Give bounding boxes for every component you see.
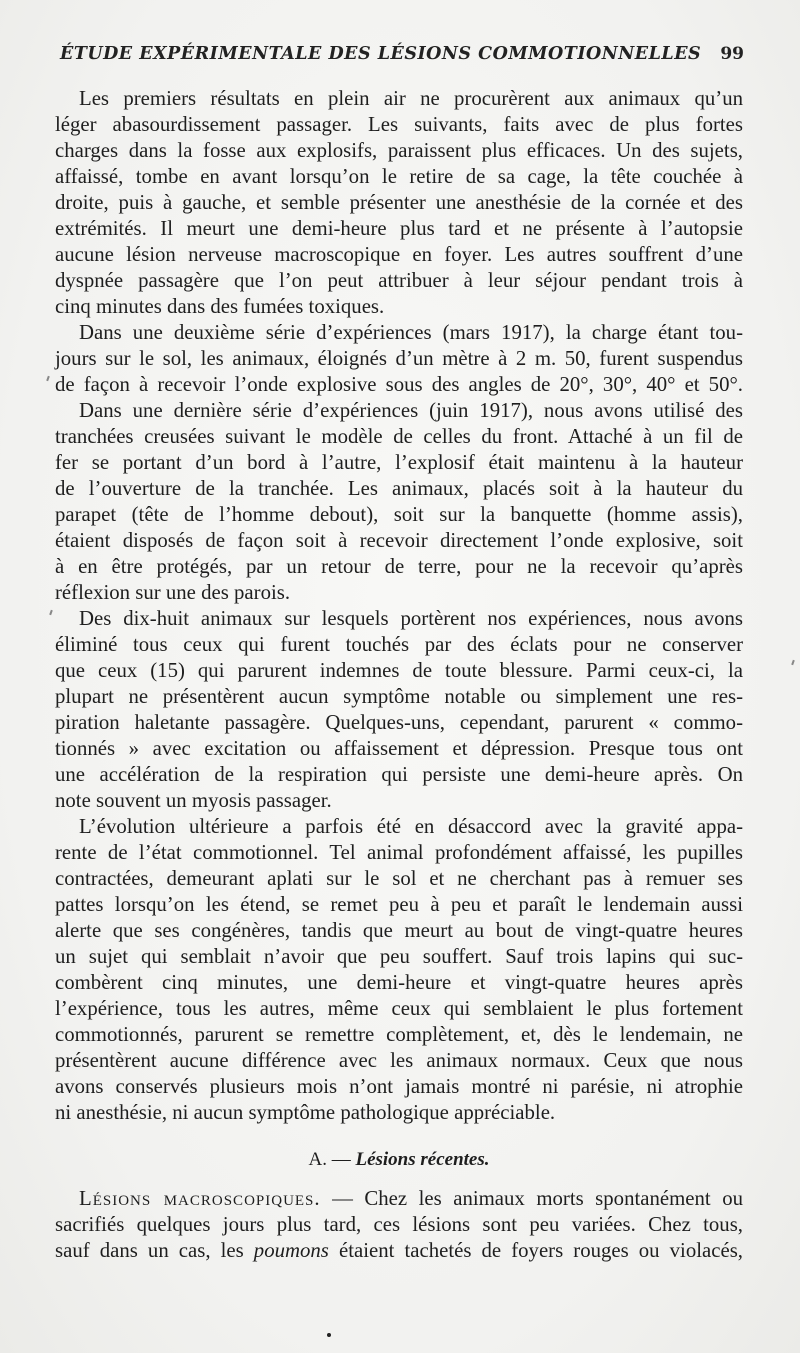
text-line: Les premiers résultats en plein air ne procurèrent aux animaux qu’un bbox=[79, 87, 743, 110]
section-title: Lésions récentes. bbox=[355, 1149, 490, 1170]
text-line: Dans une deuxième série d’expériences (mars 1917), la charge étant tou- bbox=[79, 321, 743, 344]
text-line: parapet (tête de l’homme debout), soit sur la banquette (homme assis), bbox=[55, 503, 743, 526]
page-number: 99 bbox=[720, 44, 744, 64]
text-line: réflexion sur une des parois. bbox=[55, 581, 291, 604]
paragraph-5 bbox=[55, 814, 743, 1126]
margin-mark bbox=[49, 610, 53, 615]
text-line: étaient disposés de façon soit à recevoir directement l’onde explosive, soit bbox=[55, 529, 743, 552]
text-line: pattes lorsqu’on les étend, se remet peu à peu et paraît le lendemain aussi bbox=[55, 893, 743, 916]
section-heading bbox=[55, 1149, 743, 1171]
text-line: alerte que ses congénères, tandis que meurt au bout de vingt-quatre heures bbox=[55, 919, 743, 942]
running-head bbox=[60, 44, 744, 64]
running-head-title: ÉTUDE EXPÉRIMENTALE DES LÉSIONS COMMOTIONNELLES bbox=[60, 44, 702, 64]
text-line: aucune lésion nerveuse macroscopique en foyer. Les autres souffrent d’une bbox=[55, 243, 743, 266]
subsection-text bbox=[55, 1186, 743, 1264]
text-line: extrémités. Il meurt une demi-heure plus tard et ne présente à l’autopsie bbox=[55, 217, 743, 240]
text-line: L’évolution ultérieure a parfois été en désaccord avec la gravité appa- bbox=[79, 815, 743, 838]
paragraph-3 bbox=[55, 398, 743, 606]
text-line: Lésions macroscopiques. — Chez les animaux morts spontanément ou bbox=[79, 1187, 743, 1210]
text-line: sauf dans un cas, les poumons étaient tachetés de foyers rouges ou violacés, bbox=[55, 1239, 743, 1262]
text-line: l’expérience, tous les autres, même ceux qui semblaient le plus fortement bbox=[55, 997, 743, 1020]
text-line: que ceux (15) qui parurent indemnes de toute blessure. Parmi ceux-ci, la bbox=[55, 659, 743, 682]
text-line: plupart ne présentèrent aucun symptôme notable ou simplement une res- bbox=[55, 685, 743, 708]
section-label: A. — bbox=[308, 1149, 351, 1170]
text-line: commotionnés, parurent se remettre complètement, et, dès le lendemain, ne bbox=[55, 1023, 743, 1046]
ink-speck bbox=[327, 1333, 331, 1337]
text-line: dyspnée passagère que l’on peut attribuer à leur séjour pendant trois à bbox=[55, 269, 743, 292]
text-line: contractées, demeurant aplati sur le sol et ne cherchant pas à remuer ses bbox=[55, 867, 743, 890]
text-line: éliminé tous ceux qui furent touchés par des éclats pour ne conserver bbox=[55, 633, 743, 656]
text-line: tranchées creusées suivant le modèle de celles du front. Attaché à un fil de bbox=[55, 425, 743, 448]
text-line: tionnés » avec excitation ou affaissement et dépression. Presque tous ont bbox=[55, 737, 743, 760]
subsection-lead: Lésions macroscopiques. bbox=[79, 1187, 321, 1210]
text-line: rente de l’état commotionnel. Tel animal profondément affaissé, les pupilles bbox=[55, 841, 743, 864]
text-line: sacrifiés quelques jours plus tard, ces lésions sont peu variées. Chez tous, bbox=[55, 1213, 743, 1236]
paragraph-1 bbox=[55, 86, 743, 320]
margin-mark bbox=[791, 660, 795, 665]
text-line: droite, puis à gauche, et semble présenter une anesthésie de la cornée et des bbox=[55, 191, 743, 214]
text-line: fer se portant d’un bord à l’autre, l’explosif était maintenu à la hauteur bbox=[55, 451, 743, 474]
text-line: affaissé, tombe en avant lorsqu’on le retire de sa cage, la tête couchée à bbox=[55, 165, 743, 188]
text-line: Dans une dernière série d’expériences (juin 1917), nous avons utilisé des bbox=[79, 399, 743, 422]
text-line: léger abasourdissement passager. Les suivants, faits avec de plus fortes bbox=[55, 113, 743, 136]
text-line: ni anesthésie, ni aucun symptôme pathologique appréciable. bbox=[55, 1101, 556, 1124]
text-line: un sujet qui semblait n’avoir que peu souffert. Sauf trois lapins qui suc- bbox=[55, 945, 743, 968]
text-line: une accélération de la respiration qui persiste une demi-heure après. On bbox=[55, 763, 743, 786]
text-line: charges dans la fosse aux explosifs, paraissent plus efficaces. Un des sujets, bbox=[55, 139, 743, 162]
text-line: Des dix-huit animaux sur lesquels portèrent nos expériences, nous avons bbox=[79, 607, 743, 630]
text-line: piration haletante passagère. Quelques-uns, cependant, parurent « commo- bbox=[55, 711, 743, 734]
emphasis-poumons: poumons bbox=[253, 1239, 329, 1262]
body-text bbox=[55, 86, 743, 1126]
text-line: avons conservés plusieurs mois n’ont jamais montré ni parésie, ni atrophie bbox=[55, 1075, 743, 1098]
paragraph-2 bbox=[55, 320, 743, 398]
text-line: note souvent un myosis passager. bbox=[55, 789, 332, 812]
text-line: combèrent cinq minutes, une demi-heure et vingt-quatre heures après bbox=[55, 971, 743, 994]
text-line: à en être protégés, par un retour de terre, pour ne la recevoir qu’après bbox=[55, 555, 743, 578]
paragraph-4 bbox=[55, 606, 743, 814]
margin-mark bbox=[46, 376, 50, 381]
text-line: cinq minutes dans des fumées toxiques. bbox=[55, 295, 385, 318]
text-line: présentèrent aucune différence avec les animaux normaux. Ceux que nous bbox=[55, 1049, 743, 1072]
text-line: jours sur le sol, les animaux, éloignés d’un mètre à 2 m. 50, furent suspendus bbox=[55, 347, 743, 370]
text-line: de l’ouverture de la tranchée. Les animaux, placés soit à la hauteur du bbox=[55, 477, 743, 500]
text-line: de façon à recevoir l’onde explosive sous des angles de 20°, 30°, 40° et 50°. bbox=[55, 373, 743, 396]
